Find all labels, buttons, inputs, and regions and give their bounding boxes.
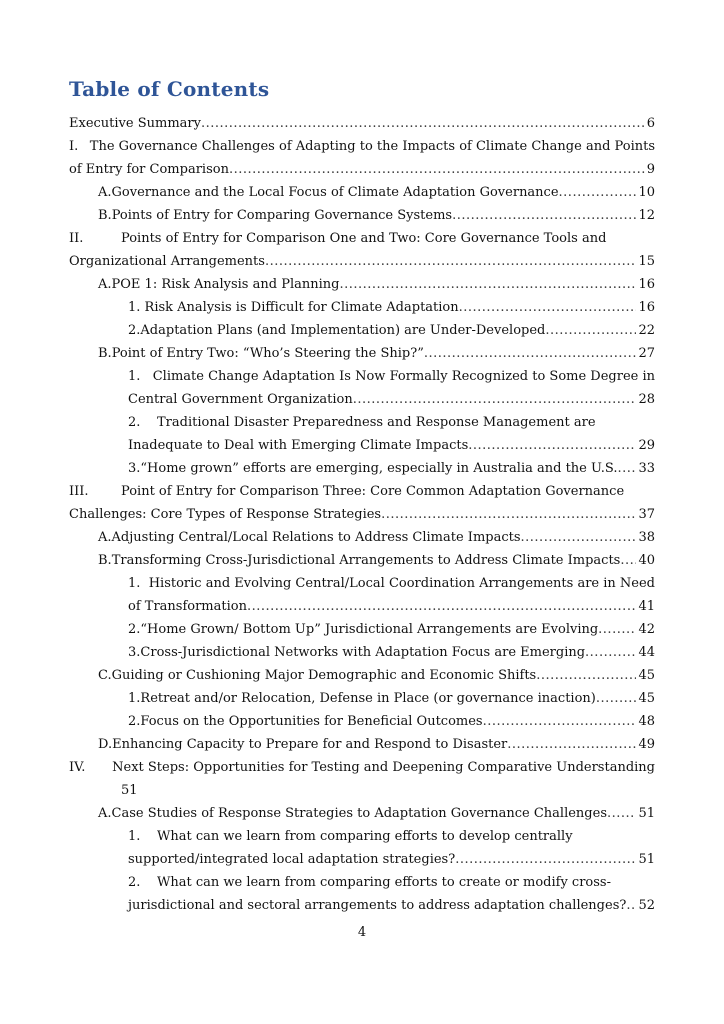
toc-entry[interactable]: A. Case Studies of Response Strategies to Adaptation Governance Challenges ..... 51 xyxy=(98,802,655,825)
toc-entry[interactable]: 2. Traditional Disaster Preparedness and Response Management are xyxy=(128,415,596,430)
page-title: Table of Contents xyxy=(69,77,270,101)
toc-entry[interactable]: I. The Governance Challenges of Adapting to the Impacts of Climate Change and Points xyxy=(69,139,655,154)
toc-entry[interactable]: Inadequate to Deal with Emerging Climate Impacts ..... 29 xyxy=(128,434,655,457)
toc-entry[interactable]: 2. “Home Grown/ Bottom Up” Jurisdictional Arrangements are Evolving ..... 42 xyxy=(128,618,655,641)
toc-entry[interactable]: 2. Adaptation Plans (and Implementation) are Under-Developed ..... 22 xyxy=(128,319,655,342)
toc-entry[interactable]: C. Guiding or Cushioning Major Demographic and Economic Shifts ..... 45 xyxy=(98,664,655,687)
toc-entry[interactable]: 1. Historic and Evolving Central/Local Coordination Arrangements are in Need xyxy=(128,576,655,591)
toc-entry[interactable]: 1. Climate Change Adaptation Is Now Formally Recognized to Some Degree in xyxy=(128,369,655,384)
toc-entry[interactable]: A. Governance and the Local Focus of Climate Adaptation Governance ..... 10 xyxy=(98,181,655,204)
toc-entry[interactable]: Central Government Organization ..... 28 xyxy=(128,388,655,411)
toc-entry[interactable]: of Entry for Comparison ..... 9 xyxy=(69,158,655,181)
toc-entry[interactable]: II. Points of Entry for Comparison One and Two: Core Governance Tools and xyxy=(69,231,607,246)
toc-entry[interactable]: 51 xyxy=(121,783,138,798)
toc-entry[interactable]: B. Point of Entry Two: “Who’s Steering the Ship?” ..... 27 xyxy=(98,342,655,365)
toc-entry[interactable]: 2. Focus on the Opportunities for Beneficial Outcomes ..... 48 xyxy=(128,710,655,733)
page-number: 4 xyxy=(357,925,367,940)
toc-entry[interactable]: A. Adjusting Central/Local Relations to Address Climate Impacts ..... 38 xyxy=(98,526,655,549)
toc-entry[interactable]: A. POE 1: Risk Analysis and Planning ..... 16 xyxy=(98,273,655,296)
toc-entry[interactable]: Challenges: Core Types of Response Strategies ..... 37 xyxy=(69,503,655,526)
toc-entry[interactable]: supported/integrated local adaptation strategies? ..... 51 xyxy=(128,848,655,871)
toc-entry[interactable]: Executive Summary ..... 6 xyxy=(69,112,655,135)
toc-entry[interactable]: 3. Cross-Jurisdictional Networks with Adaptation Focus are Emerging ..... 44 xyxy=(128,641,655,664)
toc-entry[interactable]: 1. Retreat and/or Relocation, Defense in Place (or governance inaction) ..... 45 xyxy=(128,687,655,710)
toc-entry[interactable]: D. Enhancing Capacity to Prepare for and Respond to Disaster ..... 49 xyxy=(98,733,655,756)
toc-entry[interactable]: III. Point of Entry for Comparison Three: Core Common Adaptation Governance xyxy=(69,484,625,499)
toc-entry[interactable]: B. Transforming Cross-Jurisdictional Arrangements to Address Climate Impacts ..... 40 xyxy=(98,549,655,572)
toc-entry[interactable]: Organizational Arrangements ..... 15 xyxy=(69,250,655,273)
toc-entry[interactable]: jurisdictional and sectoral arrangements to address adaptation challenges? ..... 52 xyxy=(128,894,655,917)
toc-entry[interactable]: of Transformation ..... 41 xyxy=(128,595,655,618)
toc-entry[interactable]: 2. What can we learn from comparing efforts to create or modify cross- xyxy=(128,875,611,890)
toc-entry[interactable]: 1. What can we learn from comparing efforts to develop centrally xyxy=(128,829,573,844)
toc-entry[interactable]: 3. “Home grown” efforts are emerging, especially in Australia and the U.S. ..... 33 xyxy=(128,457,655,480)
toc-entry[interactable]: 1. Risk Analysis is Difficult for Climate Adaptation ..... 16 xyxy=(128,296,655,319)
toc-entry[interactable]: B. Points of Entry for Comparing Governance Systems ..... 12 xyxy=(98,204,655,227)
table-of-contents xyxy=(69,112,655,917)
toc-entry[interactable]: IV. Next Steps: Opportunities for Testing and Deepening Comparative Understanding xyxy=(69,760,655,775)
